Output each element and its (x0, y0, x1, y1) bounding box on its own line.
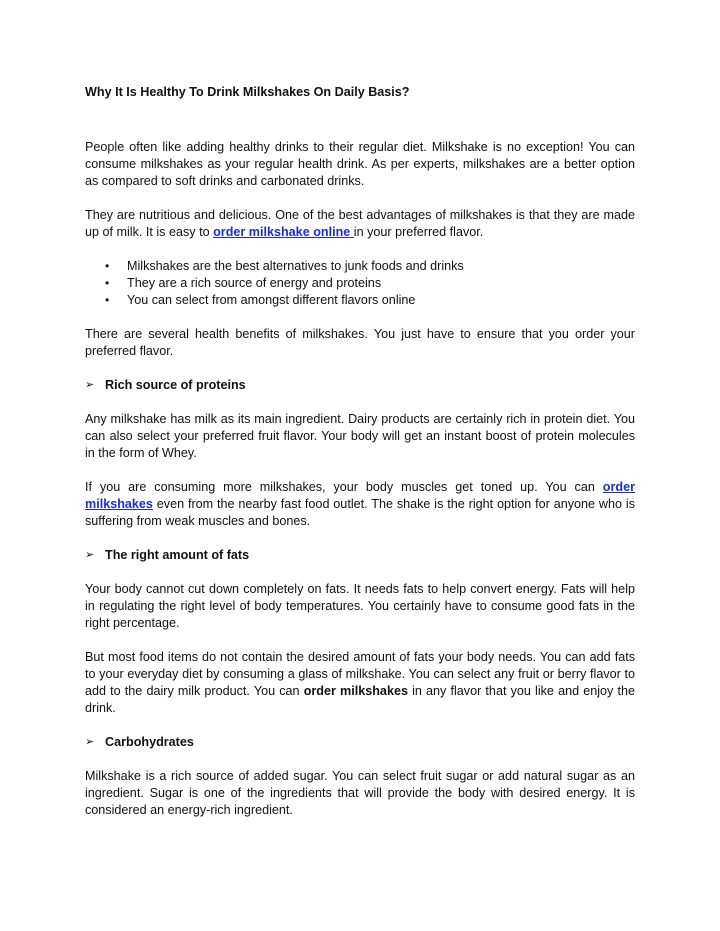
section-heading-carbohydrates (85, 734, 635, 751)
proteins-paragraph: Any milkshake has milk as its main ingredient. Dairy products are certainly rich in protein diet. You can also select your preferred fruit flavor. Your body will get an instant boost of protein molecules in the form of Whey. (85, 412, 635, 460)
paragraph-text: They are nutritious and delicious. One of the best advantages of milkshakes is that they are made up of milk. It is easy to (85, 208, 635, 239)
list-item (105, 275, 635, 292)
section-heading-text: Carbohydrates (105, 735, 194, 749)
paragraph-text: If you are consuming more milkshakes, your body muscles get toned up. You can (85, 480, 603, 494)
section-heading-text: The right amount of fats (105, 548, 250, 562)
benefits-intro-paragraph: There are several health benefits of milkshakes. You just have to ensure that you order your preferred flavor. (85, 327, 635, 358)
list-item (105, 258, 635, 275)
list-item-text: You can select from amongst different flavors online (127, 293, 416, 307)
carbohydrates-paragraph: Milkshake is a rich source of added sugar. You can select fruit sugar or add natural sugar as an ingredient. Sugar is one of the ingredients that will provide the body with desired energy. It is considered an energy-rich ingredient. (85, 769, 635, 817)
section-heading-proteins (85, 377, 635, 394)
bold-text: order milkshakes (303, 684, 408, 698)
list-item-text: They are a rich source of energy and proteins (127, 276, 382, 290)
intro-paragraph: People often like adding healthy drinks to their regular diet. Milkshake is no exception! You can consume milkshakes as your regular health drink. As per experts, milkshakes are a better option as compared to soft drinks and carbonated drinks. (85, 140, 635, 188)
order-milkshake-online-link[interactable]: order milkshake online (213, 225, 354, 239)
nutrition-paragraph (85, 207, 635, 241)
paragraph-text: But most food items do not contain the desired amount of fats your body needs. You can add fats to your everyday diet by consuming a glass of milkshake. You can select any fruit or berry flavor to add to the dairy milk product. You can (85, 650, 635, 698)
arrow-bullet-icon: ➢ (85, 736, 95, 748)
section-heading-fats (85, 547, 635, 564)
page-title: Why It Is Healthy To Drink Milkshakes On Daily Basis? (85, 85, 410, 99)
paragraph-text: in your preferred flavor. (353, 225, 484, 239)
order-milkshakes-link[interactable]: order milkshakes (85, 480, 635, 511)
bullet-icon: • (105, 259, 110, 273)
fats-diet-paragraph (85, 649, 635, 717)
fats-paragraph: Your body cannot cut down completely on fats. It needs fats to help convert energy. Fats will help in regulating the right level of body temperatures. You certainly have to consume good fats in the right percentage. (85, 582, 635, 630)
arrow-bullet-icon: ➢ (85, 379, 95, 391)
bullet-icon: • (105, 293, 110, 307)
paragraph-text: even from the nearby fast food outlet. The shake is the right option for anyone who is suffering from weak muscles and bones. (85, 497, 635, 528)
muscles-paragraph (85, 479, 635, 530)
benefits-list (85, 258, 635, 309)
arrow-bullet-icon: ➢ (85, 549, 95, 561)
list-item (105, 292, 635, 309)
section-heading-text: Rich source of proteins (105, 378, 246, 392)
list-item-text: Milkshakes are the best alternatives to junk foods and drinks (127, 259, 464, 273)
bullet-icon: • (105, 276, 110, 290)
paragraph-text: in any flavor that you like and enjoy the drink. (85, 684, 635, 715)
